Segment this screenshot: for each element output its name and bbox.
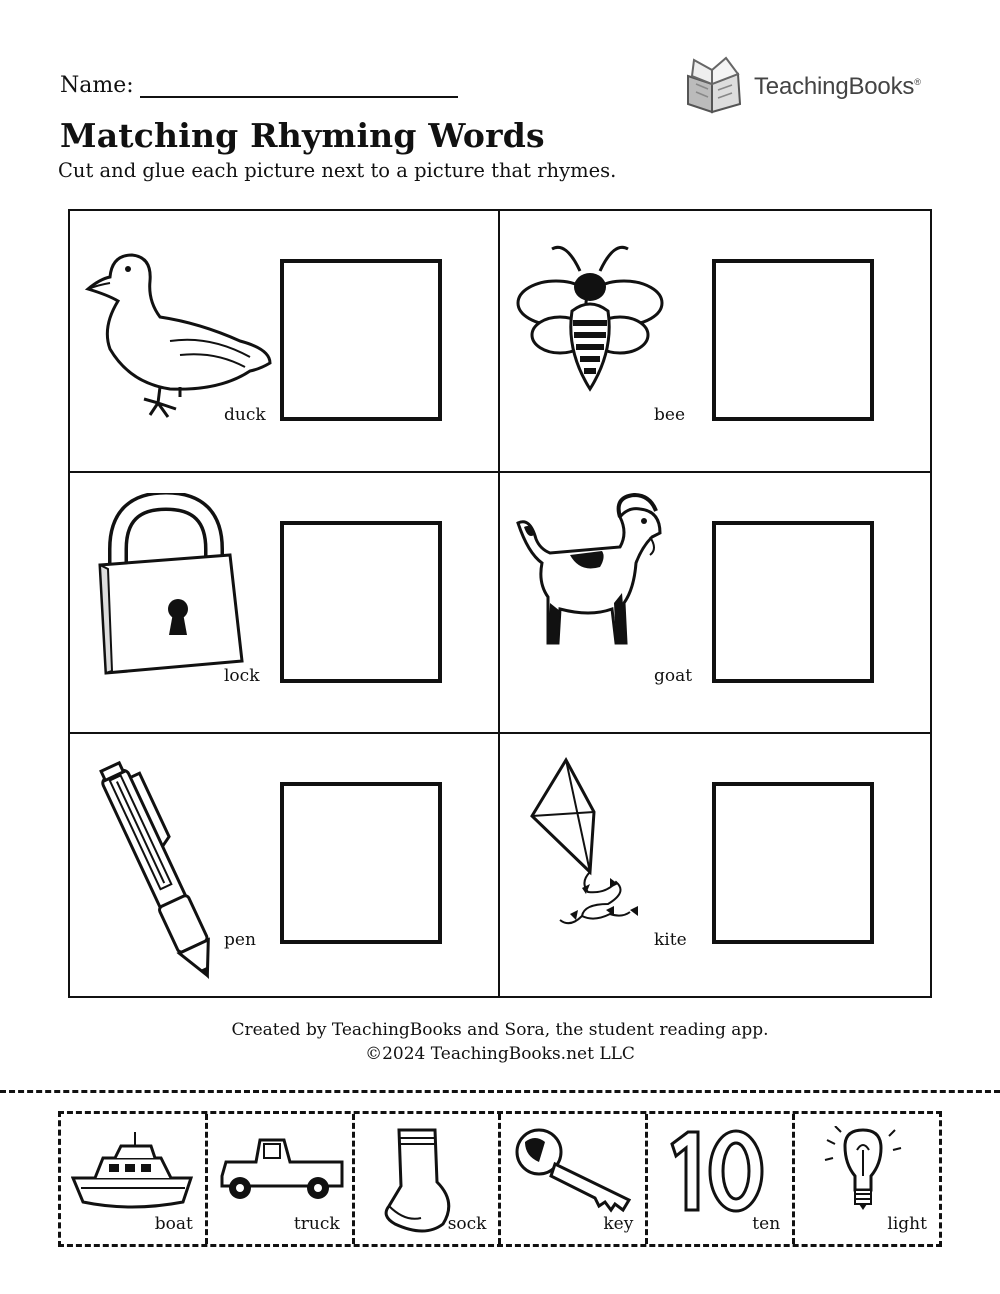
matching-grid [68,209,932,998]
truck-icon [218,1126,348,1216]
grid-cell-bee [500,211,930,473]
pen-icon [80,754,240,994]
glue-box[interactable] [712,521,874,683]
cutout-word: sock [447,1214,487,1234]
instructions: Cut and glue each picture next to a picture that rhymes. [58,159,617,182]
key-icon [511,1126,635,1216]
cutout-ten[interactable] [648,1114,795,1244]
lock-icon [80,493,250,683]
kite-icon [510,754,670,934]
name-line[interactable] [140,72,458,98]
glue-box[interactable] [280,259,442,421]
cutout-word: truck [293,1214,340,1234]
glue-box[interactable] [712,259,874,421]
footer-copyright: ©2024 TeachingBooks.net LLC [365,1044,635,1064]
word-label: bee [654,404,686,425]
cutout-light[interactable] [795,1114,939,1244]
cutout-word: light [887,1214,927,1234]
logo-text: TeachingBooks® [754,73,921,100]
cutout-word: ten [752,1214,781,1234]
word-label: lock [224,666,260,687]
cutout-sock[interactable] [355,1114,502,1244]
book-logo-icon [682,54,750,120]
cutout-strip [58,1111,942,1247]
goat-icon [510,493,680,673]
grid-cell-pen [70,734,500,996]
cutout-boat[interactable] [61,1114,208,1244]
grid-cell-lock [70,473,500,735]
glue-box[interactable] [280,782,442,944]
glue-box[interactable] [712,782,874,944]
page-title: Matching Rhyming Words [60,116,545,155]
bee-icon [510,231,670,401]
grid-cell-duck [70,211,500,473]
boat-icon [71,1126,195,1216]
glue-box[interactable] [280,521,442,683]
cutout-word: boat [154,1214,193,1234]
footer-credit: Created by TeachingBooks and Sora, the student reading app. [231,1020,769,1040]
teachingbooks-logo [682,54,952,120]
duck-icon [80,231,280,421]
word-label: kite [654,929,687,950]
name-field-row [60,72,458,98]
grid-cell-kite [500,734,930,996]
light-bulb-icon [805,1126,915,1226]
ten-icon [658,1126,778,1216]
cutout-word: key [603,1214,634,1234]
footer [0,1018,1000,1066]
word-label: duck [224,404,266,425]
word-label: pen [224,929,256,950]
grid-cell-goat [500,473,930,735]
cutout-truck[interactable] [208,1114,355,1244]
name-label: Name: [60,73,134,98]
cutout-key[interactable] [501,1114,648,1244]
cut-line [0,1090,1000,1093]
word-label: goat [654,666,693,687]
